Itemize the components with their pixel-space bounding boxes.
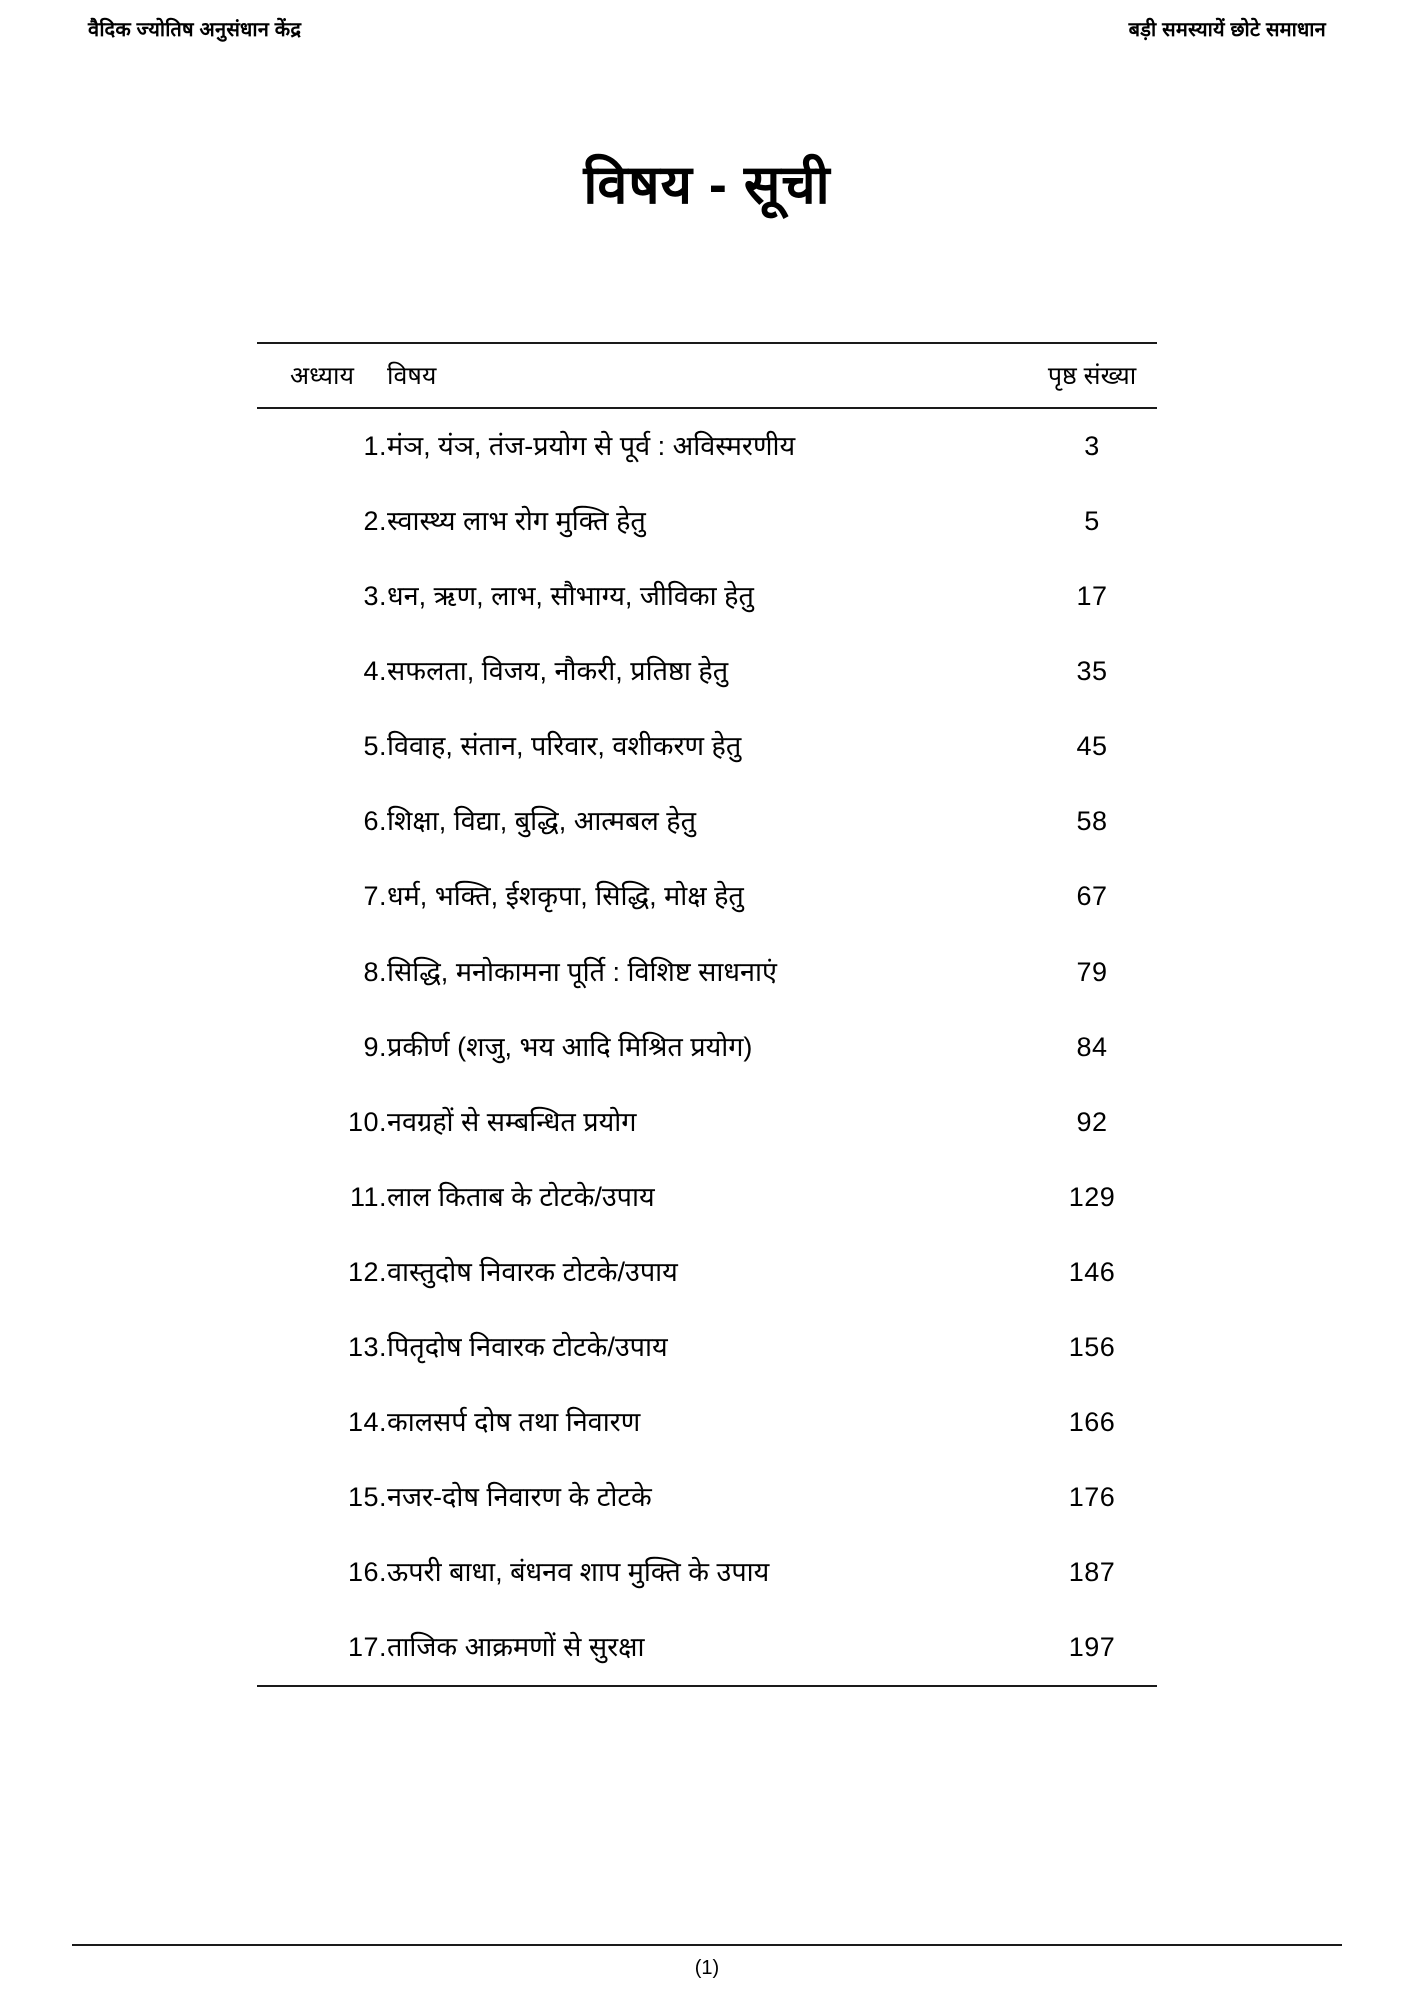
toc-chapter-number: 12. [347, 1256, 387, 1287]
column-header-chapter: अध्याय [290, 361, 354, 390]
table-row[interactable] [257, 709, 1157, 784]
toc-page-number: 58 [1076, 806, 1108, 837]
toc-chapter-number: 2. [363, 505, 387, 536]
table-row[interactable] [257, 634, 1157, 709]
table-row[interactable] [257, 935, 1157, 1010]
toc-body-table [257, 409, 1157, 1686]
toc-page-number: 166 [1068, 1407, 1116, 1438]
toc-page-number: 156 [1068, 1331, 1116, 1362]
table-row[interactable] [257, 1160, 1157, 1235]
toc-subject-title: सिद्धि, मनोकामना पूर्ति : विशिष्ट साधनाएं [387, 956, 777, 987]
toc-bottom-rule [257, 1685, 1157, 1687]
toc-chapter-number: 1. [363, 430, 387, 461]
toc-chapter-number: 14. [347, 1407, 387, 1438]
toc-table [257, 344, 1157, 407]
toc-page-number: 67 [1076, 881, 1108, 912]
table-row[interactable] [257, 1085, 1157, 1160]
toc-page-number: 92 [1076, 1106, 1108, 1137]
column-header-page: पृष्ठ संख्या [1047, 361, 1137, 390]
toc-subject-title: कालसर्प दोष तथा निवारण [387, 1407, 641, 1438]
toc-subject-title: वास्तुदोष निवारक टोटके/उपाय [387, 1256, 678, 1287]
toc-chapter-number: 5. [363, 731, 387, 762]
toc-subject-title: ऊपरी बाधा, बंधनव शाप मुक्ति के उपाय [387, 1557, 770, 1588]
toc-page-number: 187 [1068, 1557, 1116, 1588]
table-row[interactable] [257, 409, 1157, 484]
toc-chapter-number: 6. [363, 806, 387, 837]
toc-page-number: 197 [1068, 1632, 1116, 1663]
table-row[interactable] [257, 859, 1157, 934]
toc-subject-title: मंञ, यंञ, तंज-प्रयोग से पूर्व : अविस्मरणीय [387, 430, 796, 461]
footer-rule [72, 1944, 1342, 1946]
toc-subject-title: धन, ऋण, लाभ, सौभाग्य, जीविका हेतु [387, 581, 754, 612]
toc-chapter-number: 16. [347, 1557, 387, 1588]
toc-subject-title: सफलता, विजय, नौकरी, प्रतिष्ठा हेतु [387, 656, 729, 687]
toc-chapter-number: 17. [347, 1632, 387, 1663]
toc-chapter-number: 15. [347, 1482, 387, 1513]
toc-subject-title: ताजिक आक्रमणों से सुरक्षा [387, 1632, 645, 1663]
toc-subject-title: नजर-दोष निवारण के टोटके [387, 1482, 652, 1513]
running-header-right: बड़ी समस्यायें छोटे समाधान [1128, 19, 1326, 41]
toc-page-number: 146 [1068, 1256, 1116, 1287]
toc-chapter-number: 13. [347, 1331, 387, 1362]
footer-page-number: (1) [694, 1957, 720, 1979]
toc-chapter-number: 4. [363, 656, 387, 687]
toc-chapter-number: 8. [363, 956, 387, 987]
table-row[interactable] [257, 784, 1157, 859]
toc-chapter-number: 11. [349, 1181, 387, 1212]
table-of-contents [257, 342, 1157, 1688]
toc-page-number: 84 [1076, 1031, 1108, 1062]
table-row[interactable] [257, 1460, 1157, 1535]
toc-page-number: 176 [1068, 1482, 1116, 1513]
toc-header-row [257, 344, 1157, 407]
running-header [0, 0, 1414, 42]
toc-page-number: 35 [1076, 656, 1108, 687]
toc-page-number: 5 [1084, 505, 1100, 536]
toc-subject-title: विवाह, संतान, परिवार, वशीकरण हेतु [387, 731, 742, 762]
table-row[interactable] [257, 1010, 1157, 1085]
table-row[interactable] [257, 1385, 1157, 1460]
table-row[interactable] [257, 559, 1157, 634]
table-row[interactable] [257, 1235, 1157, 1310]
toc-page-number: 79 [1076, 956, 1108, 987]
toc-chapter-number: 3. [363, 581, 387, 612]
toc-subject-title: शिक्षा, विद्या, बुद्धि, आत्मबल हेतु [387, 806, 696, 837]
toc-subject-title: धर्म, भक्ति, ईशकृपा, सिद्धि, मोक्ष हेतु [387, 881, 744, 912]
toc-table-body [257, 409, 1157, 1686]
table-row[interactable] [257, 1310, 1157, 1385]
table-row[interactable] [257, 1535, 1157, 1610]
toc-page-number: 129 [1068, 1181, 1116, 1212]
toc-page-number: 45 [1076, 731, 1108, 762]
toc-subject-title: स्वास्थ्य लाभ रोग मुक्ति हेतु [387, 505, 646, 536]
toc-subject-title: प्रकीर्ण (शजु, भय आदि मिश्रित प्रयोग) [387, 1031, 753, 1062]
page-footer [0, 1944, 1414, 1980]
table-row[interactable] [257, 1610, 1157, 1685]
table-row[interactable] [257, 484, 1157, 559]
toc-subject-title: नवग्रहों से सम्बन्धित प्रयोग [387, 1106, 637, 1137]
running-header-left: वैदिक ज्योतिष अनुसंधान केंद्र [88, 19, 302, 41]
toc-subject-title: पितृदोष निवारक टोटके/उपाय [387, 1331, 668, 1362]
column-header-subject: विषय [387, 361, 437, 390]
toc-chapter-number: 9. [363, 1031, 387, 1062]
toc-table-head [257, 344, 1157, 407]
toc-subject-title: लाल किताब के टोटके/उपाय [387, 1181, 655, 1212]
toc-chapter-number: 10. [347, 1106, 387, 1137]
page-title: विषय - सूची [583, 155, 831, 216]
toc-page-number: 3 [1084, 430, 1100, 461]
toc-chapter-number: 7. [363, 881, 387, 912]
page-title-wrap [0, 116, 1414, 256]
toc-page-number: 17 [1076, 581, 1108, 612]
